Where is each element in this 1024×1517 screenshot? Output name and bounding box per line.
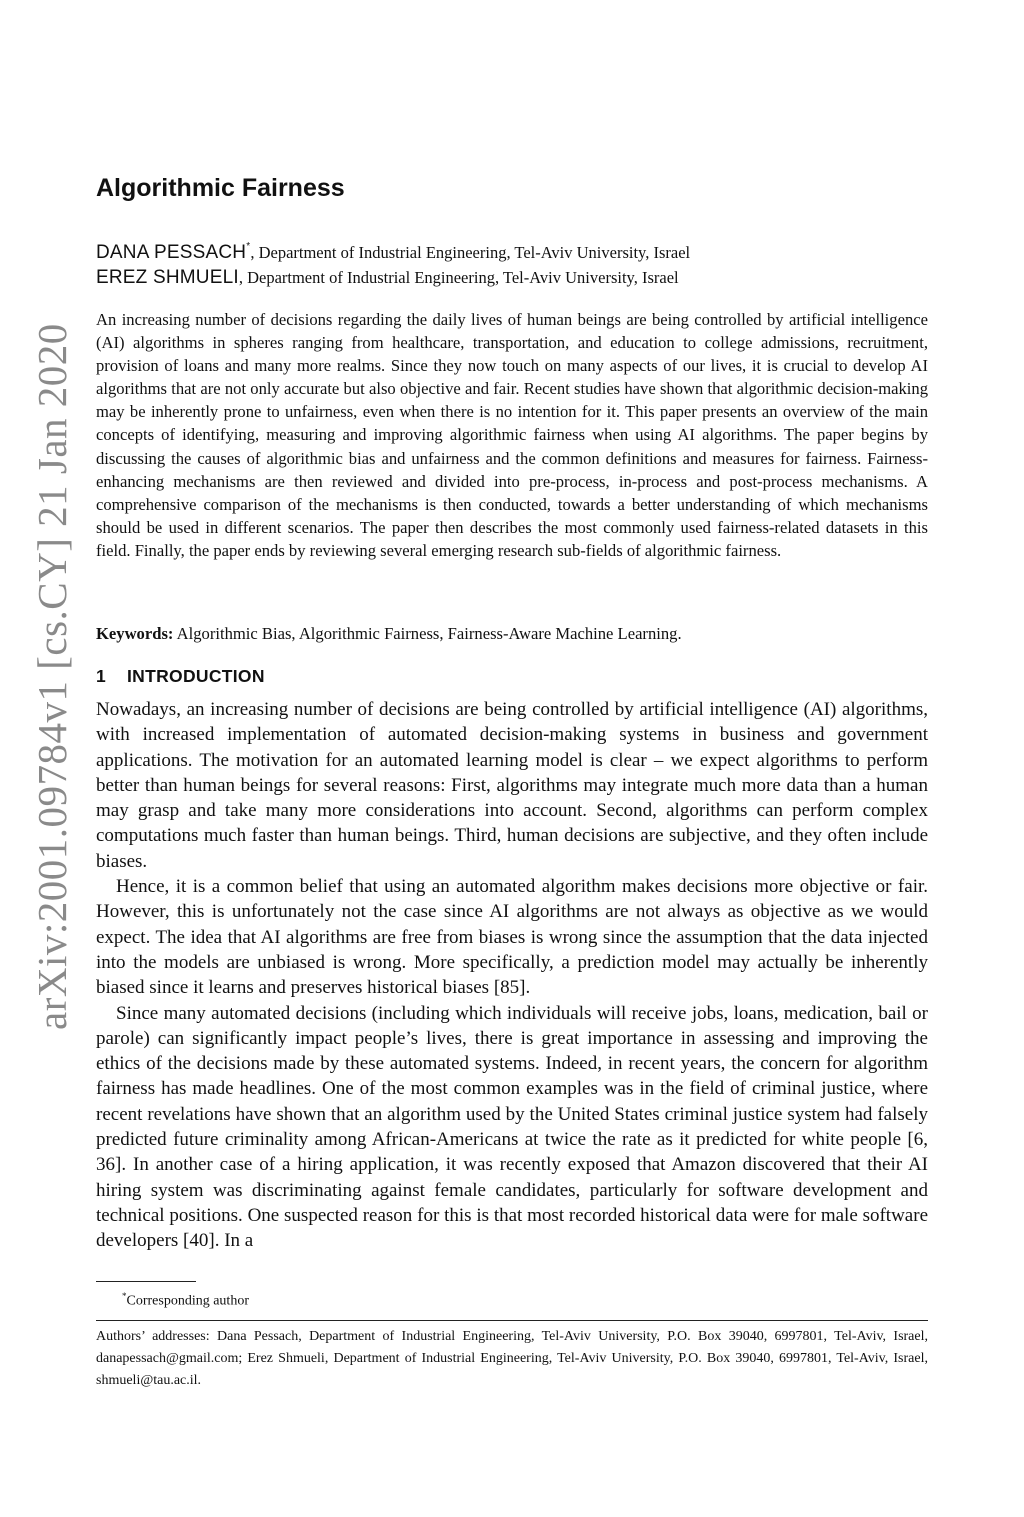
author-affiliation: , Department of Industrial Engineering, Tel-Aviv University, Israel bbox=[250, 243, 691, 262]
paper-title: Algorithmic Fairness bbox=[96, 174, 345, 202]
paragraph: Hence, it is a common belief that using an automated algorithm makes decisions more objective or fair. However, this is unfortunately not the case since AI algorithms are not always as objective as we would expect. The idea that AI algorithms are free from biases is wrong since the assumption that the data injected into the models are unbiased is wrong. More specifically, a prediction model may actually be inherently biased since it learns and preserves historical biases [85]. bbox=[96, 876, 928, 999]
footnote bbox=[122, 1291, 249, 1310]
addresses-divider bbox=[96, 1320, 928, 1321]
paragraph: Since many automated decisions (including which individuals will receive jobs, loans, medication, bail or parole) can significantly impact people’s lives, there is great importance in assessing and improving the ethics of the decisions made by these automated systems. Indeed, in recent years, the concern for algorithm fairness has made headlines. One of the most common examples was in the field of criminal justice, where recent revelations have shown that an algorithm used by the United States criminal justice system had falsely predicted future criminality among African-Americans at twice the rate as it predicted for white people [6, 36]. In another case of a hiring application, it was recently exposed that Amazon discovered that their AI hiring system was discriminating against female candidates, particularly for software development and technical positions. One suspected reason for this is that most recorded historical data were for male software developers [40]. In a bbox=[96, 1002, 928, 1252]
introduction-body bbox=[96, 697, 928, 1254]
author-affiliation: , Department of Industrial Engineering, Tel-Aviv University, Israel bbox=[238, 268, 679, 287]
author-line-1 bbox=[96, 242, 690, 264]
abstract: An increasing number of decisions regarding the daily lives of human beings are being controlled by artificial intelligence (AI) algorithms in spheres ranging from healthcare, transportation, and education to college admissions, recruitment, provision of loans and many more realms. Since they now touch on many aspects of our lives, it is crucial to develop AI algorithms that are not only accurate but also objective and fair. Recent studies have shown that algorithmic decision-making may be inherently prone to unfairness, even when there is no intention for it. This paper presents an overview of the main concepts of identifying, measuring and improving algorithmic fairness when using AI algorithms. The paper begins by discussing the causes of algorithmic bias and unfairness and the common definitions and measures for fairness. Fairness-enhancing mechanisms are then reviewed and divided into pre-process, in-process and post-process mechanisms. A comprehensive comparison of the mechanisms is then conducted, towards a better understanding of which mechanisms should be used in different scenarios. The paper then describes the most commonly used fairness-related datasets in this field. Finally, the paper ends by reviewing several emerging research sub-fields of algorithmic fairness. bbox=[96, 310, 928, 560]
section-number: 1 bbox=[96, 666, 107, 686]
author-line-2 bbox=[96, 267, 679, 289]
keywords bbox=[96, 624, 928, 644]
footnote-divider bbox=[96, 1281, 196, 1282]
authors-addresses: Authors’ addresses: Dana Pessach, Department of Industrial Engineering, Tel-Aviv University, P.O. Box 39040, 6997801, Tel-Aviv, Israel, danapessach@gmail.com; Erez Shmueli, Department of Industrial Engineering, Tel-Aviv University, P.O. Box 39040, 6997801, Tel-Aviv, Israel, shmueli@tau.ac.il. bbox=[96, 1329, 928, 1388]
footnote-mark: * bbox=[122, 1291, 127, 1301]
footnote-text: Corresponding author bbox=[126, 1293, 249, 1309]
keywords-label: Keywords: bbox=[96, 624, 174, 643]
arxiv-identifier-stamp: arXiv:2001.09784v1 [cs.CY] 21 Jan 2020 bbox=[29, 323, 75, 1030]
author-name: EREZ SHMUELI bbox=[96, 267, 239, 288]
author-name: DANA PESSACH* bbox=[96, 240, 251, 263]
section-title: INTRODUCTION bbox=[127, 666, 265, 686]
keywords-text: Algorithmic Bias, Algorithmic Fairness, Fairness-Aware Machine Learning. bbox=[173, 624, 682, 643]
paragraph: Nowadays, an increasing number of decisions are being controlled by artificial intelligence (AI) algorithms, with increased implementation of automated decision-making systems in business and government applications. The motivation for an automated learning model is clear – we expect algorithms to perform better than human beings for several reasons: First, algorithms may integrate much more data than a human may grasp and take many more considerations into account. Second, algorithms can perform complex computations much faster than human beings. Third, human decisions are subjective, and they often include biases. bbox=[96, 699, 928, 872]
section-heading-introduction bbox=[96, 666, 265, 687]
corresponding-mark: * bbox=[246, 240, 251, 252]
